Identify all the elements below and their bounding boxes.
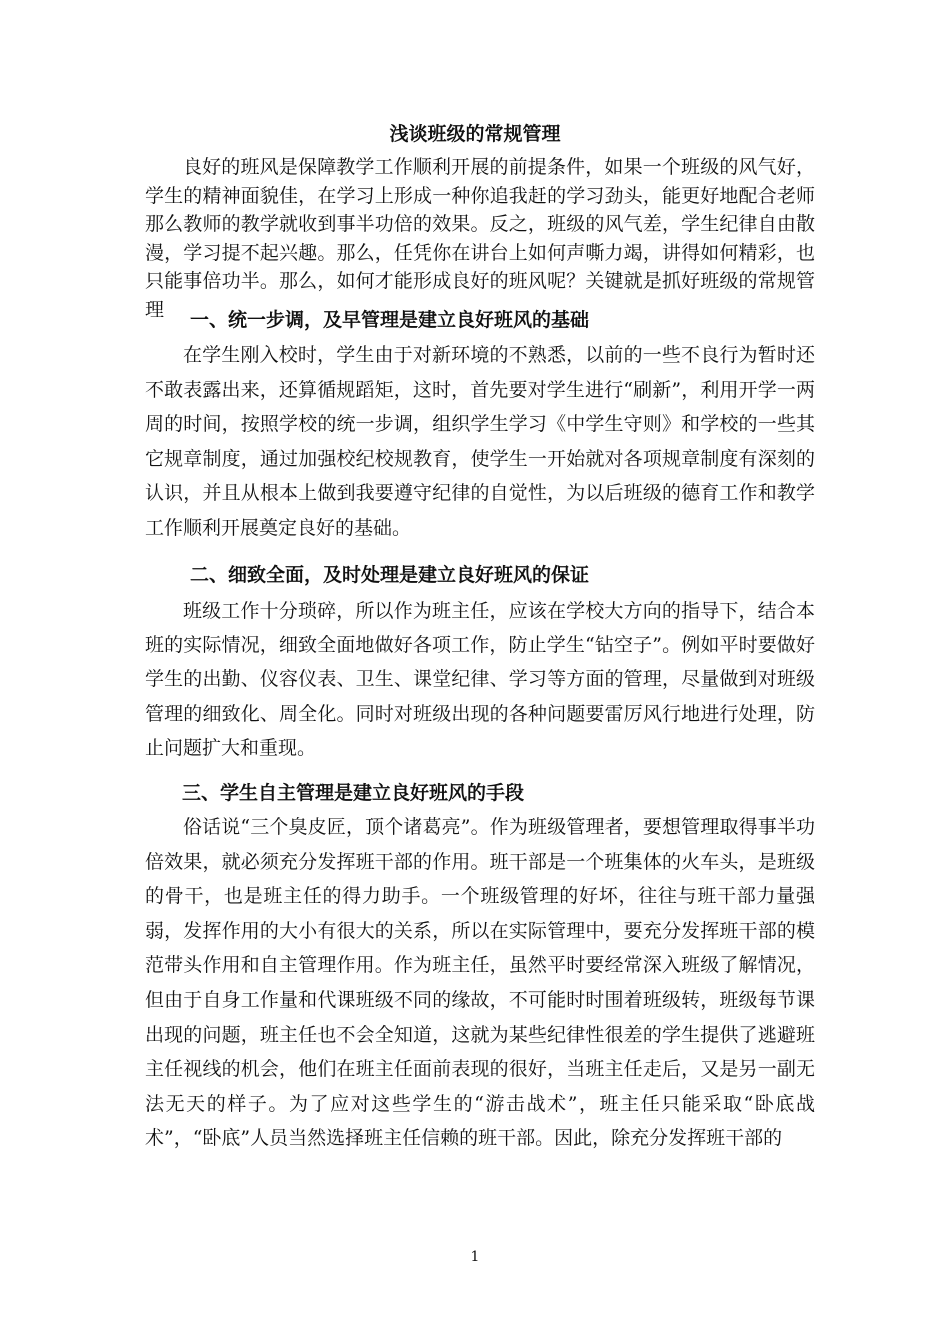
section-1-heading: 一、统一步调，及早管理是建立良好班风的基础 — [190, 309, 590, 331]
intro-paragraph: 良好的班风是保障教学工作顺利开展的前提条件，如果一个班级的风气好，学生的精神面貌佳，在学习上形成一种你追我赶的学习劲头，能更好地配合老师那么教师的教学就收到事半功倍的效果。反之，班级的风气差，学生纪律自由散漫，学习提不起兴趣。那么，任凭你在讲台上如何声嘶力竭，讲得如何精彩，也只能事倍功半。那么，如何才能形成良好的班风呢？关键就是抓好班级的常规管理 — [145, 156, 815, 321]
section-3-body-block — [145, 810, 815, 1156]
section-1-body-block — [145, 338, 815, 545]
page-number: 1 — [470, 1249, 480, 1265]
section-3-body: 俗话说“三个臭皮匠，顶个诸葛亮”。作为班级管理者，要想管理取得事半功倍效果，就必须充分发挥班干部的作用。班干部是一个班集体的火车头，是班级的骨干，也是班主任的得力助手。一个班级管理的好坏，往往与班干部力量强弱，发挥作用的大小有很大的关系，所以在实际管理中，要充分发挥班干部的模范带头作用和自主管理作用。作为班主任，虽然平时要经常深入班级了解情况，但由于自身工作量和代课班级不同的缘故，不可能时时围着班级转，班级每节课出现的问题，班主任也不会全知道，这就为某些纪律性很差的学生提供了逃避班主任视线的机会，他们在班主任面前表现的很好，当班主任走后，又是另一副无法无天的样子。为了应对这些学生的“游击战术”，班主任只能采取“卧底战术”，“卧底”人员当然选择班主任信赖的班干部。因此，除充分发挥班干部的 — [145, 816, 815, 1150]
section-2-body: 班级工作十分琐碎，所以作为班主任，应该在学校大方向的指导下，结合本班的实际情况，细致全面地做好各项工作，防止学生“钻空子”。例如平时要做好学生的出勤、仪容仪表、卫生、课堂纪律、学习等方面的管理，尽量做到对班级管理的细致化、周全化。同时对班级出现的各种问题要雷厉风行地进行处理，防止问题扩大和重现。 — [145, 600, 815, 759]
intro-paragraph-block — [145, 153, 815, 324]
section-2-heading: 二、细致全面，及时处理是建立良好班风的保证 — [190, 564, 590, 586]
section-3-heading: 三、学生自主管理是建立良好班风的手段 — [182, 782, 525, 804]
section-2-body-block — [145, 594, 815, 765]
section-1-body: 在学生刚入校时，学生由于对新环境的不熟悉，以前的一些不良行为暂时还不敢表露出来，还算循规蹈矩，这时，首先要对学生进行“刷新”，利用开学一两周的时间，按照学校的统一步调，组织学生学习《中学生守则》和学校的一些其它规章制度，通过加强校纪校规教育，使学生一开始就对各项规章制度有深刻的认识，并且从根本上做到我要遵守纪律的自觉性，为以后班级的德育工作和教学工作顺利开展奠定良好的基础。 — [145, 344, 815, 539]
document-title: 浅谈班级的常规管理 — [389, 123, 561, 145]
